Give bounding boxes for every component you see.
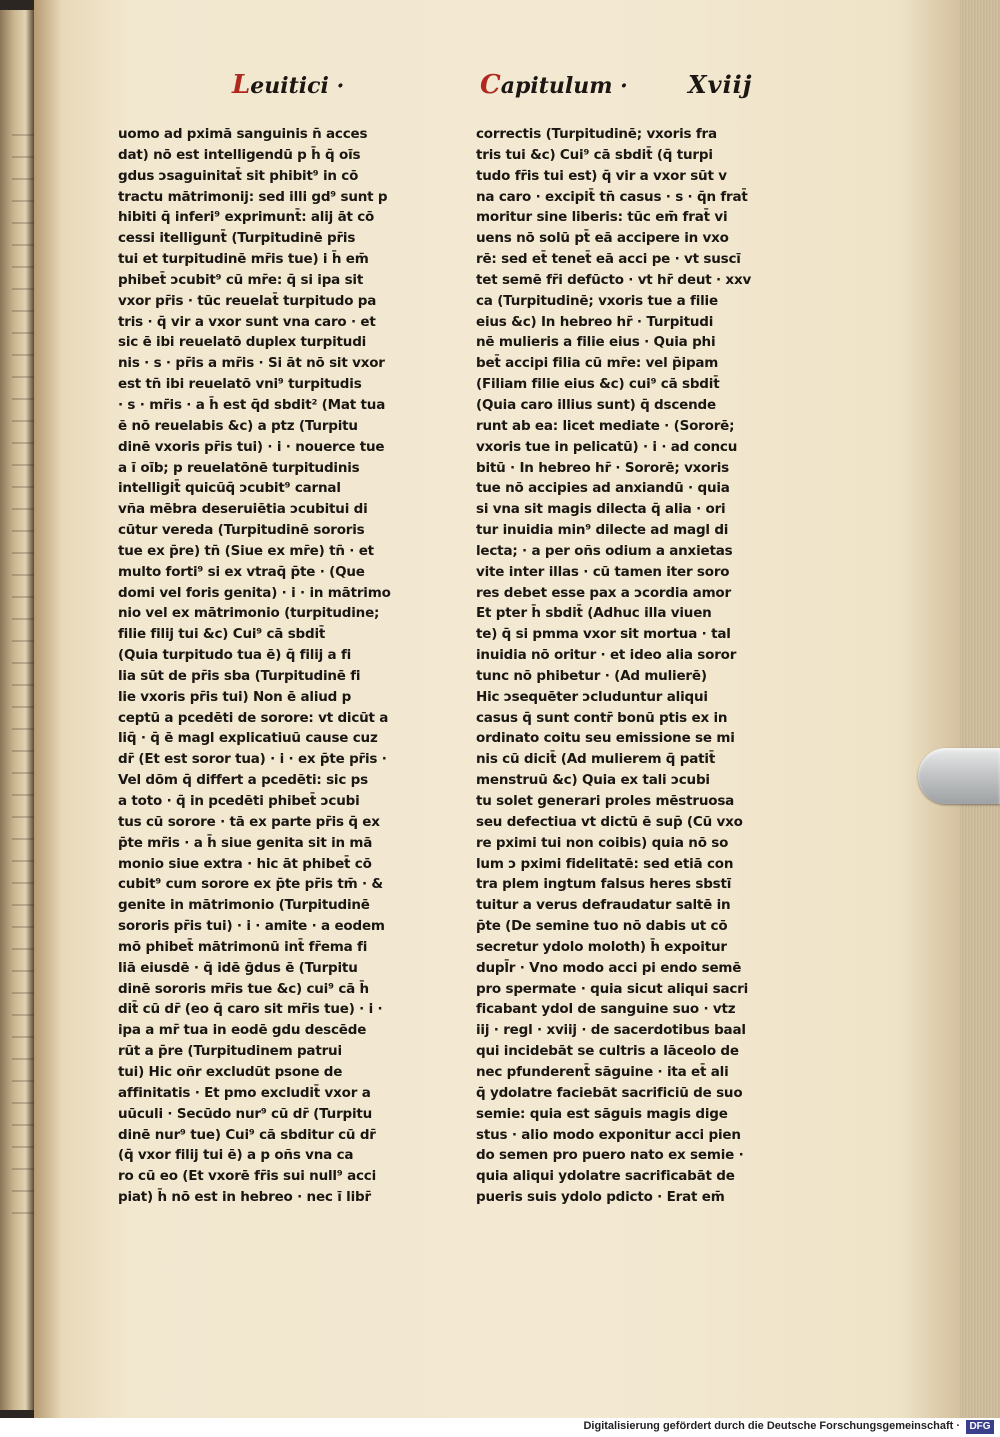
- text-line: runt ab ea: licet mediate · (Sororē;: [476, 417, 735, 434]
- text-line: (Quia caro illius sunt) q̄ dscende: [476, 396, 716, 413]
- text-line: stus · alio modo exponitur acci pien: [476, 1126, 741, 1143]
- text-line: correctis (Turpitudinē; vxoris fra: [476, 126, 717, 142]
- text-line: a toto · q̄ in pcedēti phibet̄ ↄcubi: [118, 793, 360, 809]
- text-line: Hic ↄsequēter ↄcluduntur aliqui: [476, 688, 708, 705]
- text-line: dr̄ (Et est soror tua) · i · ex p̄te pr̄is ·: [118, 751, 387, 768]
- text-line: cubit⁹ cum sorore ex p̄te pr̄is tm̄ · &: [118, 876, 383, 893]
- running-head-left-text: euitici ·: [250, 73, 345, 99]
- text-line: te) q̄ si pmma vxor sit mortua · tal: [476, 626, 731, 643]
- text-line: tue ex p̄re) tn̄ (Siue ex mr̄e) tn̄ · et: [118, 542, 374, 559]
- chapter-number: Xviij: [688, 70, 753, 99]
- text-column-left: [118, 124, 403, 1208]
- text-line: monio siue extra · hic āt phibet̄ cō: [118, 855, 372, 872]
- text-line: p̄te (De semine tuo nō dabis ut cō: [476, 918, 728, 935]
- text-line: lum ↄ pximi fidelitatē: sed etiā con: [476, 855, 734, 872]
- text-line: tui et turpitudinē mr̄is tue) i h̄ em̄: [118, 251, 369, 268]
- text-line: · s · mr̄is · a h̄ est q̄d sbdit² (Mat tua: [118, 396, 386, 413]
- text-line: do semen pro puero nato ex semie ·: [476, 1147, 744, 1164]
- text-line: dinē nur⁹ tue) Cui⁹ cā sbditur cū dr̄: [118, 1126, 376, 1143]
- text-line: quia aliqui ydolatre sacrificabāt de: [476, 1168, 735, 1185]
- text-line: genite in mātrimonio (Turpitudinē: [118, 897, 370, 914]
- text-line: res debet esse pax a ↄcordia amor: [476, 584, 731, 601]
- text-line: q̄ ydolatre faciebāt sacrificiū de suo: [476, 1084, 743, 1101]
- text-line: vña mēbra deseruiētia ↄcubitui di: [118, 501, 368, 518]
- text-line: iij · regl · xviij · de sacerdotibus baal: [476, 1022, 746, 1039]
- text-line: ceptū a pcedēti de sorore: vt dicūt a: [118, 709, 389, 726]
- facing-page-text-fragments: [12, 120, 34, 1220]
- text-line: pro spermate · quia sicut aliqui sacri: [476, 980, 749, 997]
- text-column-right: [476, 124, 761, 1208]
- text-line: nio vel ex mātrimonio (turpitudine;: [118, 605, 380, 622]
- text-line: dit̄ cū dr̄ (eo q̄ caro sit mr̄is tue) · i ·: [118, 1001, 383, 1018]
- text-line: tus cū sorore · tā ex parte pr̄is q̄ ex: [118, 813, 380, 830]
- text-line: (Quia turpitudo tua ē) q̄ filij a fi: [118, 647, 352, 664]
- text-line: tunc nō phibetur · (Ad mulierē): [476, 667, 707, 684]
- text-line: re pximi tui non coibis) quia nō so: [476, 834, 729, 851]
- text-line: Vel dōm q̄ differt a pcedēti: sic ps: [118, 772, 368, 789]
- text-line: vxoris tue in pelicatū) · i · ad concu: [476, 438, 738, 455]
- text-line: tris · q̄ vir a vxor sunt vna caro · et: [118, 313, 376, 330]
- text-line: ca (Turpitudinē; vxoris tue a filie: [476, 292, 718, 309]
- text-line: lie vxoris pr̄is tui) Non ē aliud p: [118, 688, 352, 705]
- text-line: (Filiam filie eius &c) cui⁹ cā sbdit̄: [476, 376, 720, 393]
- text-line: bet̄ accipi filia cū mr̄e: vel p̄ipam: [476, 355, 719, 372]
- page-stack-edges: [960, 0, 1000, 1418]
- text-line: uūculi · Secūdo nur⁹ cū dr̄ (Turpitu: [118, 1105, 373, 1122]
- text-line: cessi itelligunt̄ (Turpitudinē pr̄is: [118, 230, 356, 247]
- text-line: sic ē ibi reuelatō duplex turpitudi: [118, 334, 367, 351]
- text-line: ro cū eo (Et vxorē fr̄is sui null⁹ acci: [118, 1168, 377, 1185]
- text-line: lecta; · a per oñs odium a anxietas: [476, 542, 733, 559]
- text-line: cūtur vereda (Turpitudinē sororis: [118, 522, 365, 539]
- text-line: lia sūt de pr̄is sba (Turpitudinē fi: [118, 667, 361, 684]
- text-line: tris tui &c) Cui⁹ cā sbdit̄ (q̄ turpi: [476, 146, 713, 163]
- text-line: a ī oīb; p reuelatōnē turpitudinis: [118, 459, 360, 476]
- text-line: filie filij tui &c) Cui⁹ cā sbdit̄: [118, 626, 326, 643]
- text-line: sororis pr̄is tui) · i · amite · a eodem: [118, 918, 385, 935]
- text-line: nec pfunderent̄ sāguine · ita et̄ ali: [476, 1063, 729, 1080]
- text-line: rē: sed et̄ tenet̄ eā acci pe · vt suscī: [476, 251, 741, 268]
- funding-credit: Digitalisierung gefördert durch die Deutsche Forschungsgemeinschaft ·: [583, 1420, 960, 1432]
- text-line: nis · s · pr̄is a mr̄is · Si āt nō sit vxor: [118, 355, 385, 372]
- text-line: tet semē fr̄i defūcto · vt hr̄ deut · xxv: [476, 271, 752, 288]
- text-line: dinē sororis mr̄is tue &c) cui⁹ cā h̄: [118, 980, 369, 997]
- text-line: casus q̄ sunt contr̄ bonū ptis ex in: [476, 709, 728, 726]
- show-through-ghost-text: [130, 68, 225, 92]
- text-line: ipa a mr̄ tua in eodē gdu descēde: [118, 1022, 367, 1039]
- running-head-middle: [480, 70, 628, 106]
- text-line: na caro · excipit̄ tn̄ casus · s · q̄n frat̄: [476, 188, 748, 205]
- text-line: ficabant ydol de sanguine suo · vtz: [476, 1001, 736, 1018]
- text-line: tui) Hic oñr excludūt psone de: [118, 1063, 343, 1080]
- text-line: multo forti⁹ si ex vtraq̄ p̄te · (Que: [118, 563, 365, 580]
- text-line: affinitatis · Et pmo excludit̄ vxor a: [118, 1084, 371, 1101]
- dfg-logo: DFG: [966, 1420, 994, 1434]
- text-line: tue nō accipies ad anxiandū · quia: [476, 480, 730, 497]
- text-line: tuitur a verus defraudatur saltē in: [476, 897, 731, 914]
- text-line: tu solet generari proles mēstruosa: [476, 793, 735, 809]
- text-line: dupl̄r · Vno modo acci pi endo semē: [476, 959, 742, 976]
- text-line: nē mulieris a filie eius · Quia phi: [476, 334, 716, 351]
- text-line: phibet̄ ↄcubit⁹ cū mr̄e: q̄ si ipa sit: [118, 271, 364, 288]
- text-line: vite inter illas · cū tamen iter soro: [476, 563, 730, 580]
- text-line: liā eiusdē · q̄ idē ḡdus ē (Turpitu: [118, 959, 358, 976]
- text-line: p̄te mr̄is · a h̄ siue genita sit in mā: [118, 834, 373, 851]
- text-line: intelligit̄ quicūq̄ ↄcubit⁹ carnal: [118, 480, 341, 497]
- bookmark-tab: [918, 748, 1000, 804]
- text-line: qui incidebāt se cultris a lāceolo de: [476, 1043, 739, 1060]
- text-line: rūt a p̄re (Turpitudinem patrui: [118, 1043, 342, 1060]
- text-line: ordinato coitu seu emissione se mi: [476, 730, 735, 747]
- text-line: tudo fr̄is tui est) q̄ vir a vxor sūt v: [476, 167, 727, 184]
- text-line: mō phibet̄ mātrimonū int̄ fr̄ema fi: [118, 938, 368, 955]
- rubricated-initial: C: [480, 70, 501, 100]
- text-line: seu defectiua vt dictū ē sup̄ (Cū vxo: [476, 813, 743, 830]
- running-head-left: [232, 70, 344, 106]
- text-line: dat) nō est intelligendū p h̄ q̄ oīs: [118, 146, 361, 163]
- text-line: tractu mātrimonij: sed illi gd⁹ sunt p: [118, 188, 388, 205]
- text-line: vxor pr̄is · tūc reuelat̄ turpitudo pa: [118, 292, 377, 309]
- text-line: uomo ad pximā sanguinis n̄ acces: [118, 126, 368, 142]
- text-line: gdus ↄsaguinitat̄ sit phibit⁹ in cō: [118, 167, 359, 184]
- text-line: inuidia nō oritur · et ideo alia soror: [476, 647, 737, 664]
- text-line: ē nō reuelabis &c) a ptz (Turpitu: [118, 417, 358, 434]
- text-line: menstruū &c) Quia ex tali ↄcubi: [476, 772, 710, 789]
- text-line: est tn̄ ibi reuelatō vni⁹ turpitudis: [118, 376, 362, 393]
- text-line: piat) h̄ nō est in hebreo · nec ī libr̄: [118, 1189, 371, 1206]
- text-line: uens nō solū pt̄ eā accipere in vxo: [476, 230, 729, 247]
- text-line: eius &c) In hebreo hr̄ · Turpitudi: [476, 313, 714, 330]
- text-line: pueris suis ydolo pdicto · Erat em̄: [476, 1189, 725, 1206]
- text-line: tur inuidia min⁹ dilecte ad magl di: [476, 522, 729, 539]
- text-line: nis cū dicit̄ (Ad mulierem q̄ patit̄: [476, 751, 716, 768]
- text-line: bitū · In hebreo hr̄ · Sororē; vxoris: [476, 459, 729, 476]
- text-line: (q̄ vxor filij tui ē) a p oñs vna ca: [118, 1147, 354, 1164]
- text-line: si vna sit magis dilecta q̄ alia · ori: [476, 501, 726, 518]
- text-line: semie: quia est sāguis magis dige: [476, 1105, 728, 1122]
- footer-bar: [0, 1418, 1000, 1437]
- text-line: tra plem ingtum falsus heres sbstī: [476, 876, 732, 893]
- rubricated-initial: L: [232, 70, 251, 100]
- text-line: Et pter h̄ sbdit̄ (Adhuc illa viuen: [476, 605, 712, 622]
- text-line: dinē vxoris pr̄is tui) · i · nouerce tue: [118, 438, 385, 455]
- text-line: hibiti q̄ inferi⁹ exprimunt̄: alij āt cō: [118, 209, 375, 226]
- text-line: secretur ydolo moloth) h̄ expoitur: [476, 938, 727, 955]
- text-line: domi vel foris genita) · i · in mātrimo: [118, 584, 391, 601]
- text-line: liq̄ · q̄ ē magl explicatiuū cause cuz: [118, 730, 378, 747]
- text-line: moritur sine liberis: tūc em̄ frat̄ vi: [476, 209, 728, 226]
- running-head-middle-text: apitulum ·: [500, 73, 628, 99]
